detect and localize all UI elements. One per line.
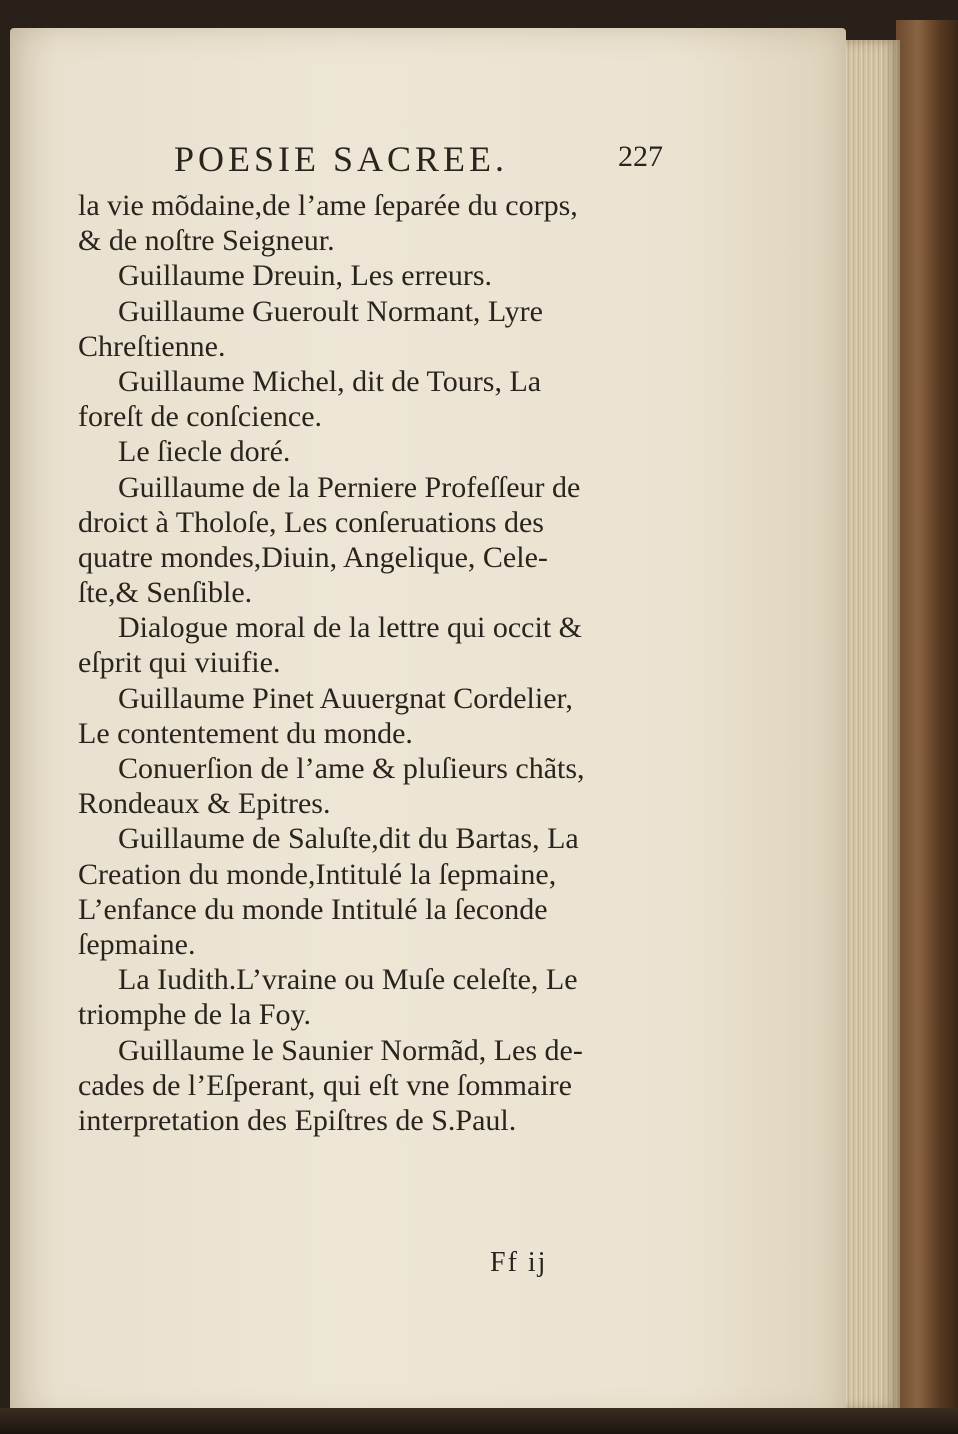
- text-line: Chreſtienne.: [78, 329, 226, 363]
- text-line: Le contentement du monde.: [78, 716, 413, 750]
- text-line: foreſt de conſcience.: [78, 400, 323, 434]
- text-line: L’enfance du monde Intitulé la ſeconde: [78, 892, 548, 926]
- text-line: Conuerſion de l’ame & pluſieurs chãts,: [118, 752, 585, 785]
- text-line: eſprit qui viuifie.: [78, 646, 281, 680]
- book-cover-edge: [896, 20, 958, 1420]
- scan-bottom-edge: [0, 1408, 958, 1434]
- text-line: Le ſiecle doré.: [118, 435, 291, 469]
- running-head: [78, 138, 688, 188]
- text-line: triomphe de la Foy.: [78, 998, 312, 1032]
- text-line: Guillaume Gueroult Normant, Lyre: [118, 294, 543, 328]
- body-text: [78, 188, 688, 1138]
- text-line: la vie mõdaine,de l’ame ſeparée du corps,: [78, 189, 578, 222]
- text-line: quatre mondes,Diuin, Angelique, Cele-: [78, 540, 548, 574]
- text-line: ſte,& Senſible.: [78, 576, 253, 610]
- text-line: Creation du monde,Intitulé la ſepmaine,: [78, 857, 557, 891]
- text-line: ſepmaine.: [78, 927, 196, 961]
- text-line: & de noſtre Seigneur.: [78, 224, 335, 258]
- text-line: Rondeaux & Epitres.: [78, 787, 331, 821]
- page-block-edge: [840, 40, 900, 1410]
- running-head-title: POESIE SACREE.: [174, 139, 509, 179]
- page-text-block: [78, 138, 688, 1138]
- text-line: droict à Tholoſe, Les conſeruations des: [78, 505, 544, 539]
- text-line: La Iudith.L’vraine ou Muſe celeſte, Le: [118, 963, 578, 997]
- text-line: Guillaume de Saluſte,dit du Bartas, La: [118, 822, 579, 856]
- text-line: Dialogue moral de la lettre qui occit &: [118, 611, 583, 645]
- page-number: 227: [618, 140, 663, 173]
- text-line: Guillaume le Saunier Normãd, Les de-: [118, 1033, 583, 1067]
- text-line: interpretation des Epiſtres de S.Paul.: [78, 1103, 517, 1137]
- text-line: cades de l’Eſperant, qui eſt vne ſommaire: [78, 1068, 572, 1102]
- signature-mark: Ff ij: [490, 1247, 548, 1278]
- text-line: Guillaume Pinet Auuergnat Cordelier,: [118, 681, 573, 715]
- text-line: Guillaume Dreuin, Les erreurs.: [118, 259, 493, 293]
- text-line: Guillaume de la Perniere Profeſſeur de: [118, 470, 581, 504]
- text-line: Guillaume Michel, dit de Tours, La: [118, 364, 542, 398]
